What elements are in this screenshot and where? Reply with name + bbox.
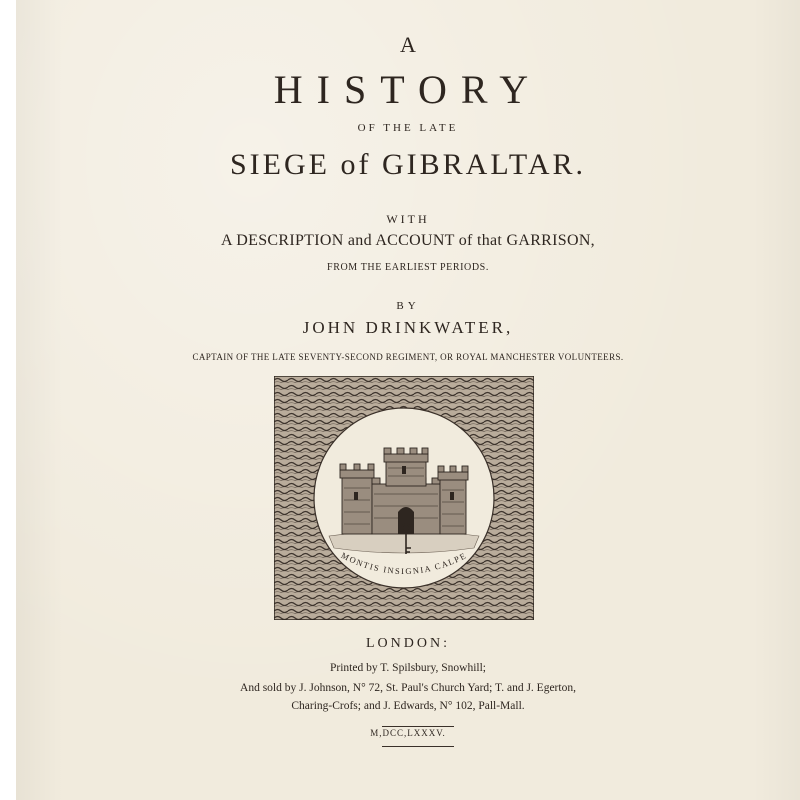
title-article: A xyxy=(400,32,416,57)
subtitle-small: OF THE LATE xyxy=(357,122,459,134)
title-page xyxy=(16,0,800,800)
vignette-motto: MONTIS INSIGNIA CALPE xyxy=(339,550,469,577)
subtitle-main: SIEGE of GIBRALTAR. xyxy=(230,148,586,181)
imprint-printer: Printed by T. Spilsbury, Snowhill; xyxy=(329,662,486,674)
description-line: A DESCRIPTION and ACCOUNT of that GARRISON, xyxy=(221,232,595,249)
author-title: CAPTAIN OF THE LATE SEVENTY-SECOND REGIMENT, OR ROYAL MANCHESTER VOLUNTEERS. xyxy=(192,352,624,362)
main-title: HISTORY xyxy=(273,67,543,112)
castle-vignette xyxy=(274,376,534,620)
date-rule-bottom xyxy=(382,746,454,747)
imprint-sellers-line-2: Charing-Crofs; and J. Edwards, N° 102, Pall-Mall. xyxy=(291,700,525,712)
date-rule-top xyxy=(382,726,454,727)
imprint-sellers-line-1: And sold by J. Johnson, N° 72, St. Paul's Church Yard; T. and J. Egerton, xyxy=(240,682,576,694)
with-line: WITH xyxy=(386,212,430,226)
imprint-city: LONDON: xyxy=(366,636,450,651)
castle-gate xyxy=(398,507,414,534)
author-name: JOHN DRINKWATER, xyxy=(302,318,514,337)
periods-line: FROM THE EARLIEST PERIODS. xyxy=(327,262,489,273)
imprint-date: M,DCC,LXXXV. xyxy=(370,728,446,738)
by-line: BY xyxy=(396,300,420,312)
